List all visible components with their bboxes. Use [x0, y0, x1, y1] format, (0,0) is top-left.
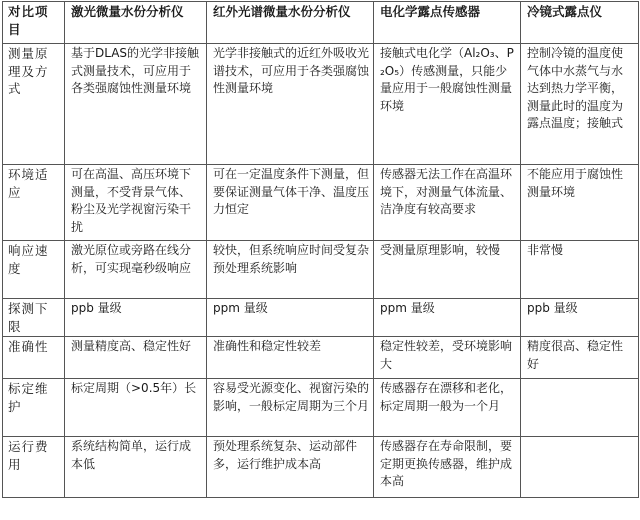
table-cell: 光学非接触式的近红外吸收光谱技术，可应用于各类强腐蚀性测量环境: [207, 44, 374, 165]
table-cell: 系统结构简单，运行成本低: [65, 437, 207, 498]
table-row: [3, 437, 639, 498]
column-header-laser-analyzer: 激光微量水份分析仪: [65, 2, 207, 44]
table-cell: 受测量原理影响，较慢: [374, 241, 521, 299]
row-header-calibration: 标定维护: [3, 379, 65, 437]
row-header-environment: 环境适应: [3, 165, 65, 241]
table-cell: [521, 437, 639, 498]
corner-header: 对比项目: [3, 2, 65, 44]
table-cell: [521, 379, 639, 437]
column-header-chilled-mirror: 冷镜式露点仪: [521, 2, 639, 44]
table-row: [3, 379, 639, 437]
table-cell: 控制冷镜的温度使气体中水蒸气与水达到热力学平衡，测量此时的温度为露点温度；接触式: [521, 44, 639, 165]
table-row: [3, 165, 639, 241]
table-row: [3, 44, 639, 165]
table-cell: ppm 量级: [207, 299, 374, 337]
table-cell: 可在高温、高压环境下测量，不受背景气体、粉尘及光学视窗污染干扰: [65, 165, 207, 241]
table-cell: 精度很高、稳定性好: [521, 337, 639, 379]
table-cell: 准确性和稳定性较差: [207, 337, 374, 379]
table-cell: 较快，但系统响应时间受复杂预处理系统影响: [207, 241, 374, 299]
table-cell: 激光原位或旁路在线分析，可实现毫秒级响应: [65, 241, 207, 299]
table-cell: 稳定性较差，受环境影响大: [374, 337, 521, 379]
table-row: [3, 299, 639, 337]
row-header-response-speed: 响应速度: [3, 241, 65, 299]
table-cell: ppb 量级: [65, 299, 207, 337]
table-cell: 不能应用于腐蚀性测量环境: [521, 165, 639, 241]
row-header-operating-cost: 运行费用: [3, 437, 65, 498]
table-header-row: [3, 2, 639, 44]
table-cell: 测量精度高、稳定性好: [65, 337, 207, 379]
table-row: [3, 337, 639, 379]
table-row: [3, 241, 639, 299]
table-cell: ppm 量级: [374, 299, 521, 337]
table-cell: 非常慢: [521, 241, 639, 299]
row-header-accuracy: 准确性: [3, 337, 65, 379]
row-header-detection-limit: 探测下限: [3, 299, 65, 337]
table-cell: 传感器无法工作在高温环境下，对测量气体流量、洁净度有较高要求: [374, 165, 521, 241]
table-cell: ppb 量级: [521, 299, 639, 337]
column-header-infrared-analyzer: 红外光谱微量水份分析仪: [207, 2, 374, 44]
table-cell: 基于DLAS的光学非接触式测量技术，可应用于各类强腐蚀性测量环境: [65, 44, 207, 165]
table-cell: 传感器存在漂移和老化，标定周期一般为一个月: [374, 379, 521, 437]
table-cell: 容易受光源变化、视窗污染的影响，一般标定周期为三个月: [207, 379, 374, 437]
comparison-table: [2, 1, 639, 498]
table-cell: 可在一定温度条件下测量，但要保证测量气体干净、温度压力恒定: [207, 165, 374, 241]
column-header-electrochemical-sensor: 电化学露点传感器: [374, 2, 521, 44]
row-header-principle: 测量原理及方式: [3, 44, 65, 165]
table-cell: 预处理系统复杂、运动部件多，运行维护成本高: [207, 437, 374, 498]
table-cell: 接触式电化学（Al₂O₃、P₂O₅）传感测量，只能少量应用于一般腐蚀性测量环境: [374, 44, 521, 165]
table-cell: 传感器存在寿命限制，要定期更换传感器，维护成本高: [374, 437, 521, 498]
table-cell: 标定周期（>0.5年）长: [65, 379, 207, 437]
